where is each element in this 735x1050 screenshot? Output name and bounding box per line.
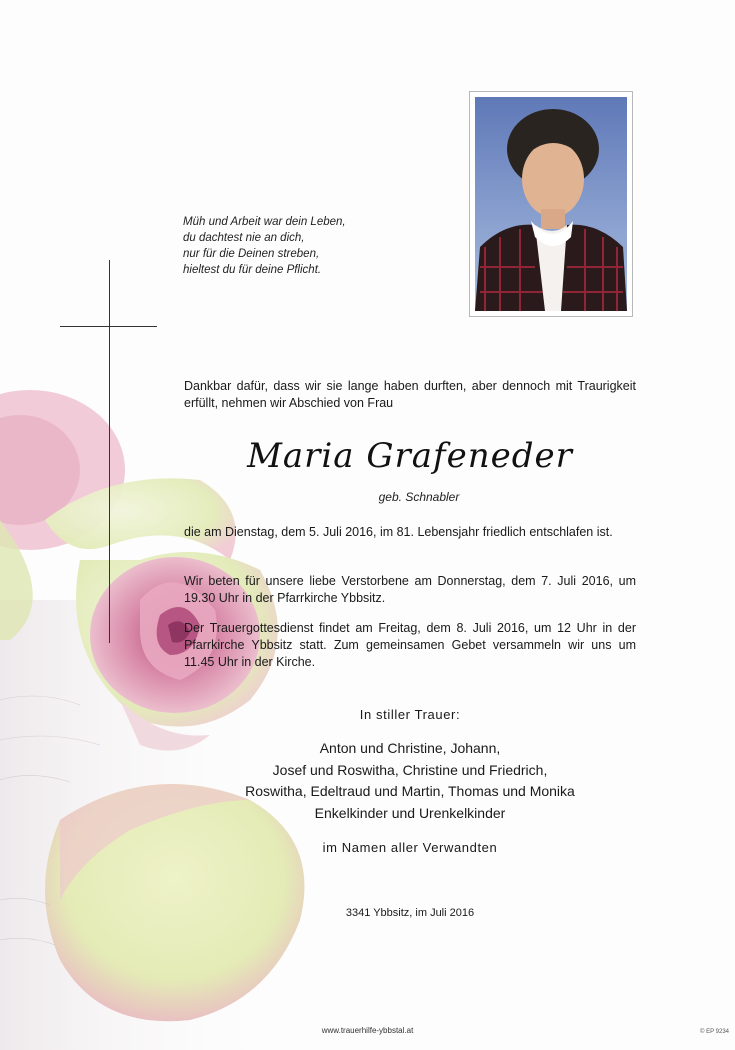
relatives-text: im Namen aller Verwandten (322, 840, 498, 855)
mourners-list (184, 738, 636, 824)
poem-line: Müh und Arbeit war dein Leben, (183, 216, 346, 228)
poem (183, 214, 423, 278)
poem-line: hieltest du für deine Pflicht. (183, 264, 322, 276)
prayer-text: Wir beten für unsere liebe Verstorbene am Donnerstag, dem 7. Juli 2016, um 19.30 Uhr in der Pfarrkirche Ybbsitz. (184, 574, 636, 605)
poem-line: nur für die Deinen streben, (183, 248, 320, 260)
mourner-line: Anton und Christine, Johann, (319, 740, 501, 756)
place-date: 3341 Ybbsitz, im Juli 2016 (345, 907, 475, 919)
birth-name: geb. Schnabler (378, 490, 460, 504)
funeral-service-text: Der Trauergottesdienst findet am Freitag, dem 8. Juli 2016, um 12 Uhr in der Pfarrkirche Ybbsitz statt. Zum gemeinsamen Gebet versammeln wir uns um 11.45 Uhr in der Kirche. (184, 621, 636, 669)
mourning-heading: In stiller Trauer: (359, 707, 461, 722)
deceased-name: Maria Grafeneder (247, 436, 573, 476)
portrait-frame (469, 91, 633, 317)
cross-vertical-bar (109, 260, 110, 643)
mourner-line: Josef und Roswitha, Christine und Friedrich, (272, 761, 548, 778)
cross-horizontal-bar (60, 326, 157, 327)
print-code: © EP 9234 (700, 1029, 729, 1035)
intro-text: Dankbar dafür, dass wir sie lange haben durften, aber dennoch mit Traurigkeit erfüllt, nehmen wir Abschied von Frau (184, 379, 636, 410)
portrait-photo (475, 97, 627, 311)
death-text: die am Dienstag, dem 5. Juli 2016, im 81. Lebensjahr friedlich entschlafen ist. (184, 525, 613, 539)
mourner-line: Roswitha, Edeltraud und Martin, Thomas und Monika (245, 783, 575, 799)
mourner-line: Enkelkinder und Urenkelkinder (314, 804, 506, 821)
website-link[interactable]: www.trauerhilfe-ybbstal.at (321, 1026, 414, 1035)
poem-line: du dachtest nie an dich, (183, 232, 305, 244)
